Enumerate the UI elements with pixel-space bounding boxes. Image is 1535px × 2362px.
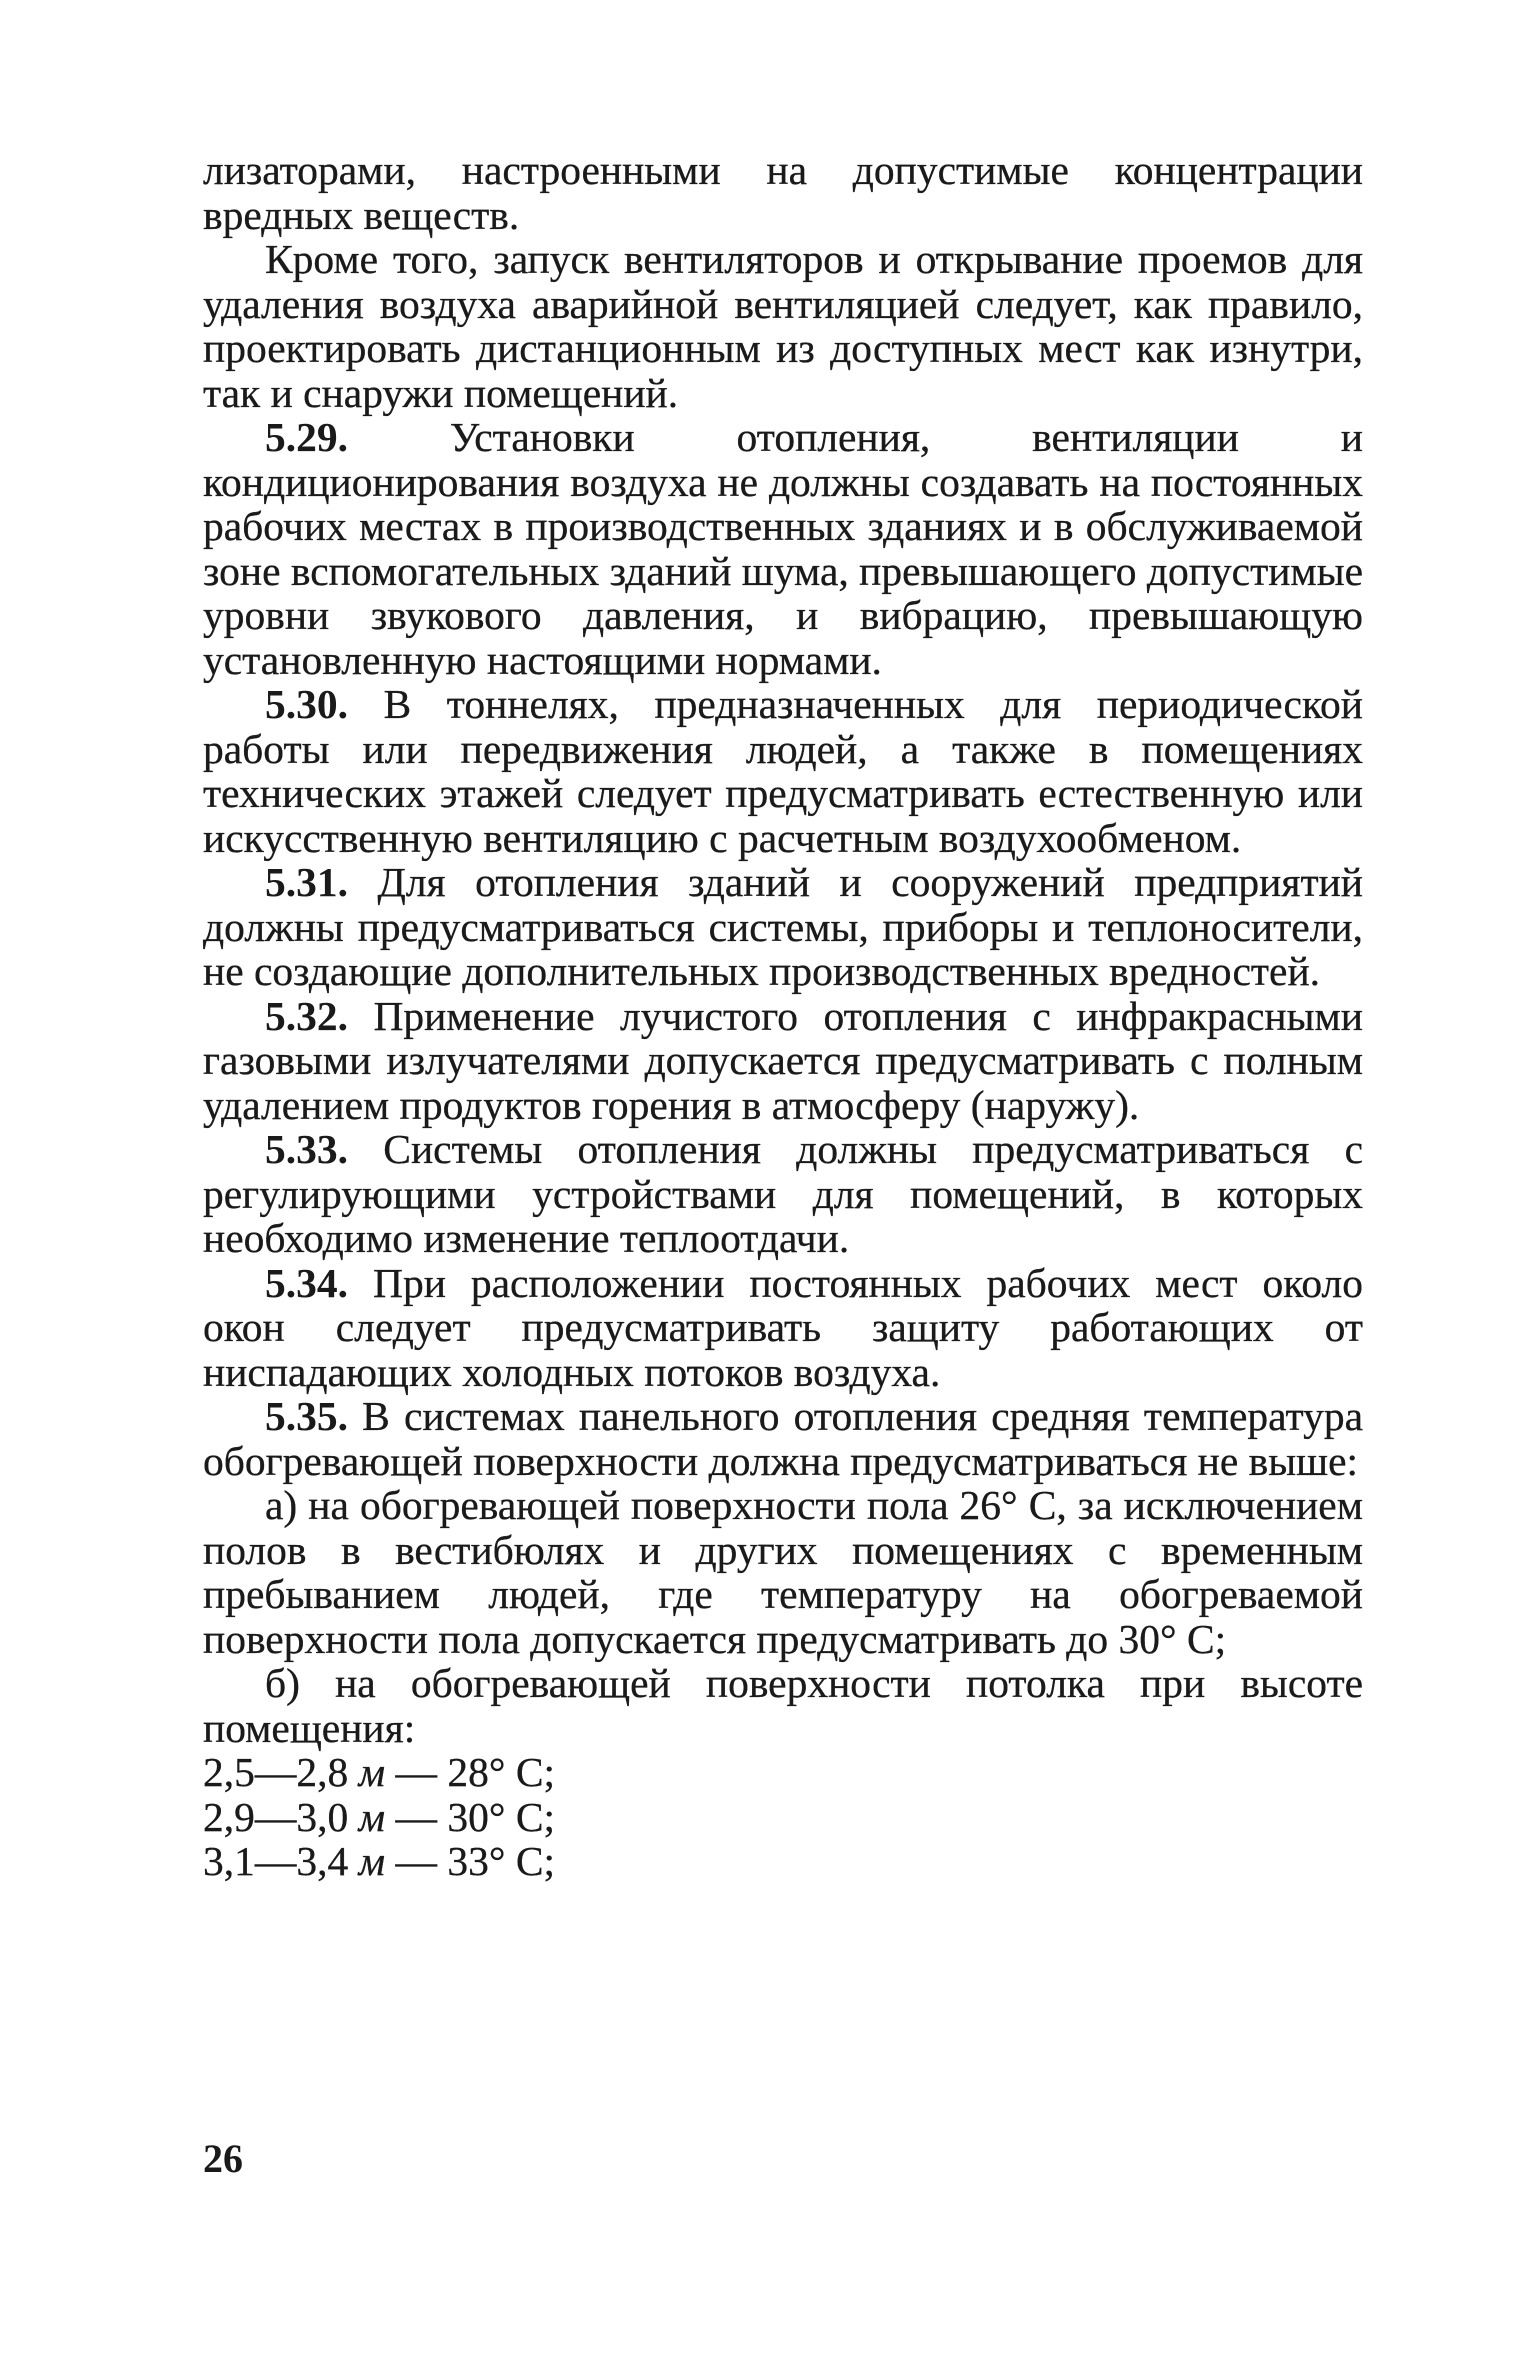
clause-5-29 bbox=[203, 415, 1363, 682]
clause-5-30 bbox=[203, 682, 1363, 860]
clause-5-34 bbox=[203, 1261, 1363, 1395]
clause-number: 5.32. bbox=[265, 992, 348, 1039]
clause-text: В системах панельного отопления средняя температура обогревающей поверхности должна предусматриваться не выше: bbox=[203, 1393, 1363, 1484]
clause-number: 5.29. bbox=[265, 414, 348, 460]
ceiling-range-row bbox=[203, 1750, 1363, 1795]
clause-number: 5.33. bbox=[265, 1126, 348, 1172]
clause-number: 5.31. bbox=[265, 859, 348, 905]
clause-number: 5.34. bbox=[265, 1259, 348, 1306]
clause-5-33 bbox=[203, 1127, 1363, 1261]
clause-5-31 bbox=[203, 860, 1363, 994]
clause-text: Установки отопления, вентиляции и кондиционирования воздуха не должны создавать на постоянных рабочих местах в производственных зданиях и в обслуживаемой зоне вспомогательных зданий шума, превышающего допустимые уровни звукового давления, и вибрацию, превышающую установленную настоящими нормами. bbox=[203, 414, 1363, 683]
paragraph-continuation: лизаторами, настроенными на допустимые концентрации вредных веществ. bbox=[203, 147, 1363, 238]
clause-number: 5.30. bbox=[265, 681, 348, 727]
page-number: 26 bbox=[203, 2136, 243, 2181]
clause-5-32 bbox=[203, 994, 1363, 1128]
temperature: — 28° С; bbox=[385, 1749, 556, 1795]
clause-text: Системы отопления должны предусматриваться с регулирующими устройствами для помещений, в которых необходимо изменение теплоотдачи. bbox=[203, 1126, 1363, 1261]
height-range: 2,9—3,0 bbox=[203, 1793, 359, 1840]
temperature: — 30° С; bbox=[385, 1793, 556, 1840]
height-range: 3,1—3,4 bbox=[203, 1838, 359, 1884]
unit: м bbox=[358, 1838, 386, 1884]
clause-text: Применение лучистого отопления с инфракрасными газовыми излучателями допускается предусматривать с полным удалением продуктов горения в атмосферу (наружу). bbox=[203, 992, 1363, 1128]
height-range: 2,5—2,8 bbox=[203, 1749, 359, 1795]
unit: м bbox=[358, 1793, 386, 1840]
clause-text: Для отопления зданий и сооружений предприятий должны предусматриваться системы, приборы и теплоносители, не создающие дополнительных производственных вредностей. bbox=[203, 859, 1363, 994]
list-item-b: б) на обогревающей поверхности потолка при высоте помещения: bbox=[203, 1660, 1363, 1751]
ceiling-range-row bbox=[203, 1795, 1363, 1840]
clause-text: В тоннелях, предназначенных для периодической работы или передвижения людей, а также в помещениях технических этажей следует предусматривать естественную или искусственную вентиляцию с расчетным воздухообменом. bbox=[203, 681, 1363, 861]
unit: м bbox=[358, 1749, 386, 1795]
list-item-a: а) на обогревающей поверхности пола 26° С, за исключением полов в вестибюлях и других помещениях с временным пребыванием людей, где температуру на обогреваемой поверхности пола допускается предусматривать до 30° С; bbox=[203, 1482, 1363, 1662]
ceiling-range-row bbox=[203, 1839, 1363, 1884]
clause-number: 5.35. bbox=[265, 1393, 348, 1439]
paragraph-emergency-ventilation: Кроме того, запуск вентиляторов и открывание проемов для удаления воздуха аварийной вентиляцией следует, как правило, проектировать дистанционным из доступных мест как изнутри, так и снаружи помещений. bbox=[203, 236, 1363, 416]
document-page bbox=[203, 148, 1363, 2248]
clause-text: При расположении постоянных рабочих мест около окон следует предусматривать защиту работающих от ниспадающих холодных потоков воздуха. bbox=[203, 1259, 1363, 1395]
temperature: — 33° С; bbox=[385, 1838, 556, 1884]
clause-5-35 bbox=[203, 1394, 1363, 1483]
